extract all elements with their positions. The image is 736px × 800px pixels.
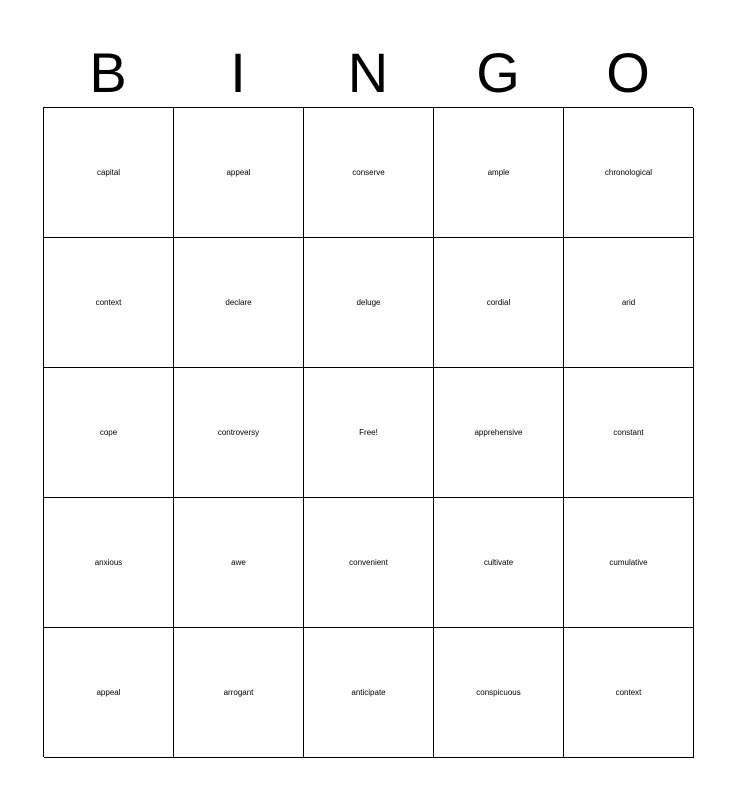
bingo-cell[interactable]: ample xyxy=(434,108,564,238)
bingo-cell[interactable]: context xyxy=(564,628,694,758)
bingo-cell[interactable]: controversy xyxy=(174,368,304,498)
bingo-cell[interactable]: cope xyxy=(44,368,174,498)
bingo-cell[interactable]: cumulative xyxy=(564,498,694,628)
bingo-header xyxy=(43,40,693,106)
bingo-cell[interactable]: cultivate xyxy=(434,498,564,628)
bingo-cell[interactable]: arrogant xyxy=(174,628,304,758)
bingo-cell[interactable]: anxious xyxy=(44,498,174,628)
bingo-cell[interactable]: convenient xyxy=(304,498,434,628)
bingo-cell[interactable]: chronological xyxy=(564,108,694,238)
bingo-cell[interactable]: arid xyxy=(564,238,694,368)
header-letter-b: B xyxy=(89,41,127,104)
bingo-cell[interactable]: awe xyxy=(174,498,304,628)
bingo-cell[interactable]: declare xyxy=(174,238,304,368)
bingo-board xyxy=(43,107,693,757)
bingo-cell[interactable]: constant xyxy=(564,368,694,498)
bingo-cell[interactable]: context xyxy=(44,238,174,368)
header-letter-i: I xyxy=(230,41,246,104)
bingo-cell[interactable]: cordial xyxy=(434,238,564,368)
bingo-cell[interactable]: conserve xyxy=(304,108,434,238)
bingo-cell[interactable]: appeal xyxy=(44,628,174,758)
bingo-cell[interactable]: apprehensive xyxy=(434,368,564,498)
header-letter-g: G xyxy=(476,41,520,104)
bingo-cell[interactable]: deluge xyxy=(304,238,434,368)
header-letter-n: N xyxy=(347,41,389,104)
bingo-cell[interactable]: anticipate xyxy=(304,628,434,758)
bingo-cell[interactable]: conspicuous xyxy=(434,628,564,758)
bingo-cell-free[interactable]: Free! xyxy=(304,368,434,498)
bingo-cell[interactable]: appeal xyxy=(174,108,304,238)
header-letter-o: O xyxy=(606,41,650,104)
bingo-cell[interactable]: capital xyxy=(44,108,174,238)
